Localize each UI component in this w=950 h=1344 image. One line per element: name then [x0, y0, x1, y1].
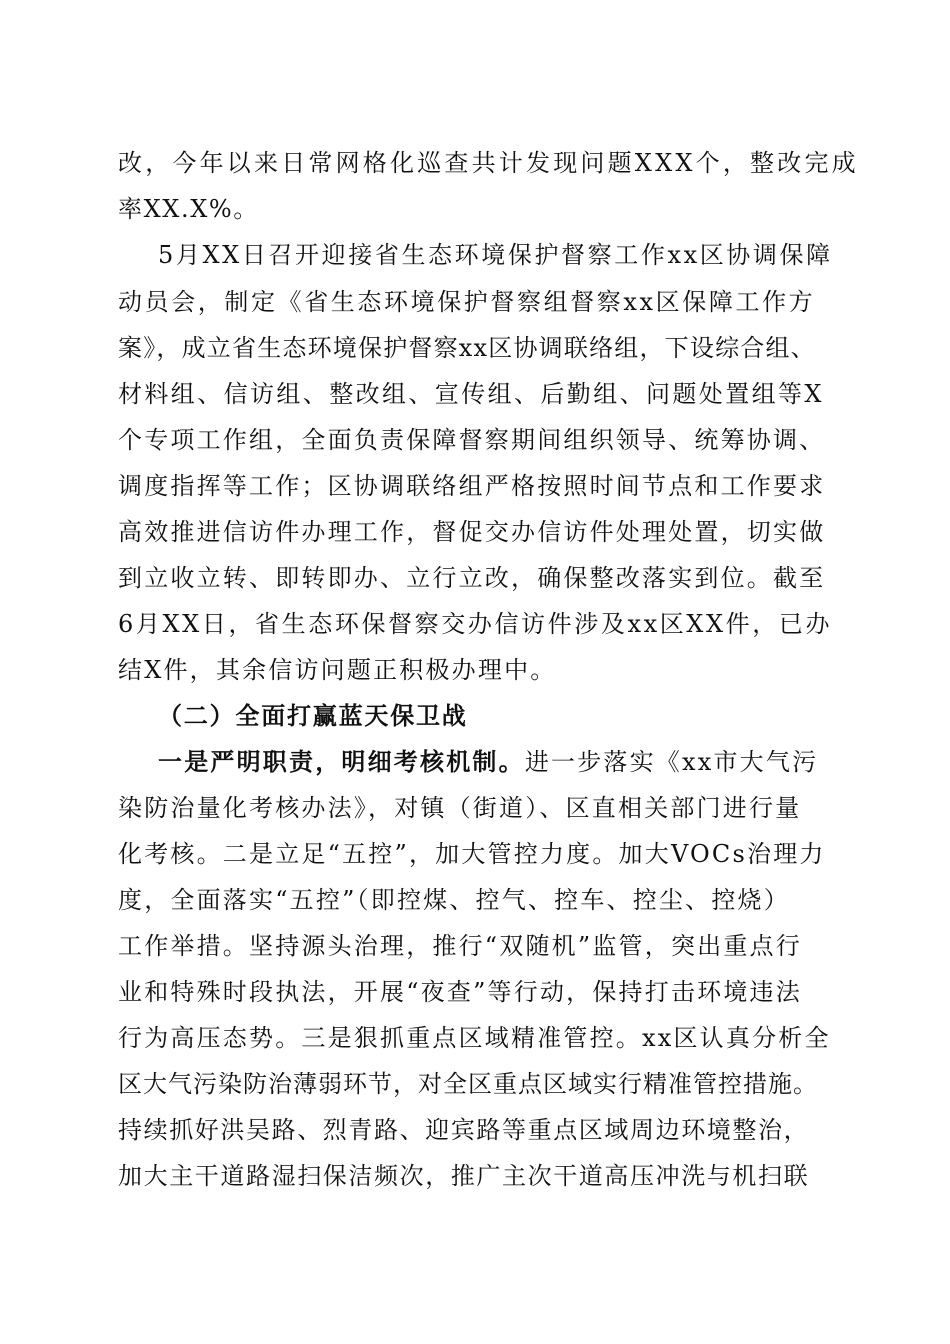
text-line: 5月XX日召开迎接省生态环境保护督察工作xx区协调保障	[158, 241, 833, 269]
text-line: 行为高压态势。三是狠抓重点区域精准管控。xx区认真分析全	[118, 1024, 831, 1052]
text-line: 调度指挥等工作；区协调联络组严格按照时间节点和工作要求	[118, 472, 826, 500]
text-line: 染防治量化考核办法》，对镇（街道）、区直相关部门进行量	[118, 794, 802, 822]
text-line: 持续抓好洪吴路、烈青路、迎宾路等重点区域周边环境整治，	[118, 1116, 810, 1144]
text-line: 度，全面落实“五控”（即控煤、控气、控车、控尘、控烧）	[118, 886, 790, 914]
text-line: 工作举措。坚持源头治理，推行“双随机”监管，突出重点行	[118, 932, 802, 960]
text-run: 进一步落实《xx市大气污	[524, 748, 819, 776]
section-heading: （二）全面打赢蓝天保卫战	[158, 701, 468, 730]
bold-lead: 一是严明职责，明细考核机制。	[158, 747, 525, 776]
text-line: 区大气污染防治薄弱环节，对全区重点区域实行精准管控措施。	[118, 1070, 818, 1098]
text-line: 个专项工作组，全面负责保障督察期间组织领导、统筹协调、	[118, 426, 826, 454]
text-line: 改，今年以来日常网格化巡查共计发现问题XXX个，整改完成	[118, 149, 859, 177]
text-line: 到立收立转、即转即办、立行立改，确保整改落实到位。截至	[118, 564, 826, 592]
text-line: 高效推进信访件办理工作，督促交办信访件处理处置，切实做	[118, 518, 826, 546]
text-line: 案》，成立省生态环境保护督察xx区协调联络组，下设综合组、	[118, 334, 816, 362]
text-line: 化考核。二是立足“五控”，加大管控力度。加大VOCs治理力	[118, 840, 826, 868]
text-line	[158, 747, 818, 777]
text-line: 6月XX日，省生态环保督察交办信访件涉及xx区XX件，已办	[118, 610, 833, 638]
text-line: 业和特殊时段执法，开展“夜查”等行动，保持打击环境违法	[118, 978, 802, 1006]
text-line: 率XX.X%。	[118, 195, 259, 223]
text-line: 加大主干道路湿扫保洁频次，推广主次干道高压冲洗与机扫联	[118, 1162, 810, 1190]
text-line: 动员会，制定《省生态环境保护督察组督察xx区保障工作方	[118, 288, 816, 316]
text-line: 结X件，其余信访问题正积极办理中。	[118, 656, 557, 684]
text-line: 材料组、信访组、整改组、宣传组、后勤组、问题处置组等X	[118, 380, 824, 408]
